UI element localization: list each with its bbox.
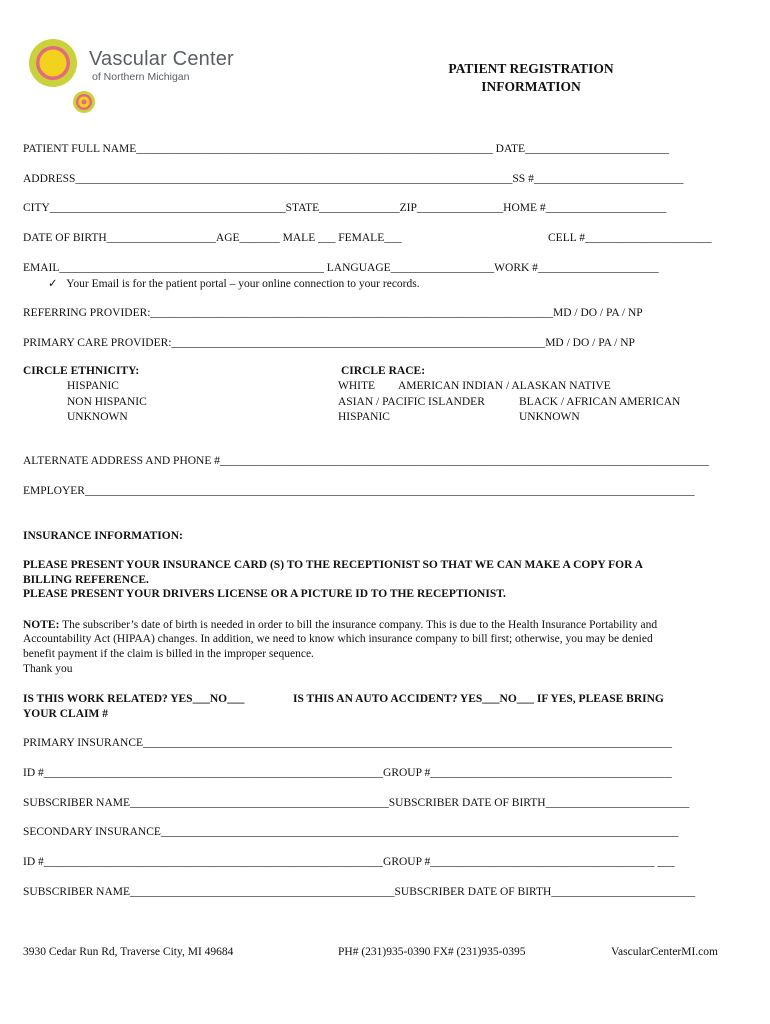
race-option-asian[interactable]: ASIAN / PACIFIC ISLANDER — [338, 396, 485, 408]
claim-number-label[interactable]: YOUR CLAIM # — [23, 708, 108, 720]
logo-small-mark-icon — [72, 90, 96, 114]
race-option-unknown[interactable]: UNKNOWN — [519, 411, 580, 423]
race-option-black[interactable]: BLACK / AFRICAN AMERICAN — [519, 396, 681, 408]
insurance-instruction-2: BILLING REFERENCE. — [23, 574, 149, 586]
primary-subscriber-row[interactable]: SUBSCRIBER NAME_____________________________________________SUBSCRIBER DATE OF BIRTH_________________________ — [23, 797, 690, 809]
primary-id-group-row[interactable]: ID #___________________________________________________________GROUP #__________________________________________ — [23, 767, 672, 779]
email-note: ✓ Your Email is for the patient portal – your online connection to your records. — [48, 278, 420, 290]
insurance-instruction-1: PLEASE PRESENT YOUR INSURANCE CARD (S) TO THE RECEPTIONIST SO THAT WE CAN MAKE A COPY FOR A — [23, 559, 643, 571]
race-heading: CIRCLE RACE: — [341, 365, 426, 377]
primary-insurance-row[interactable]: PRIMARY INSURANCE____________________________________________________________________________________________ — [23, 737, 673, 749]
patient-name-date-row[interactable]: PATIENT FULL NAME______________________________________________________________ DATE_________________________ — [23, 143, 669, 155]
insurance-instruction-3: PLEASE PRESENT YOUR DRIVERS LICENSE OR A PICTURE ID TO THE RECEPTIONIST. — [23, 588, 506, 600]
ethnicity-option-hispanic[interactable]: HISPANIC — [67, 380, 119, 392]
work-related-question[interactable]: IS THIS WORK RELATED? YES___NO___ — [23, 693, 245, 705]
alternate-address-row[interactable]: ALTERNATE ADDRESS AND PHONE #_____________________________________________________________________________________ — [23, 455, 709, 467]
thank-you: Thank you — [23, 663, 73, 675]
city-state-zip-home-row[interactable]: CITY_________________________________________STATE______________ZIP_______________HOME #_____________________ — [23, 202, 667, 214]
secondary-insurance-row[interactable]: SECONDARY INSURANCE__________________________________________________________________________________________ — [23, 826, 679, 838]
ethnicity-heading: CIRCLE ETHNICITY: — [23, 365, 140, 377]
employer-row[interactable]: EMPLOYER__________________________________________________________________________________________________________ — [23, 485, 695, 497]
auto-accident-question[interactable]: IS THIS AN AUTO ACCIDENT? YES___NO___ IF YES, PLEASE BRING — [293, 693, 664, 705]
ethnicity-option-non-hispanic[interactable]: NON HISPANIC — [67, 396, 147, 408]
ethnicity-option-unknown[interactable]: UNKNOWN — [67, 411, 128, 423]
cell-phone-field[interactable]: CELL #______________________ — [548, 232, 712, 244]
primary-care-provider-row[interactable]: PRIMARY CARE PROVIDER:_________________________________________________________________MD / DO / PA / NP — [23, 337, 635, 349]
email-language-work-row[interactable]: EMAIL______________________________________________ LANGUAGE__________________WORK #_____________________ — [23, 262, 659, 274]
brand-subtitle: of Northern Michigan — [92, 71, 190, 83]
insurance-heading: INSURANCE INFORMATION: — [23, 530, 183, 542]
secondary-id-group-row[interactable]: ID #___________________________________________________________GROUP #_______________________________________ ___ — [23, 856, 675, 868]
dob-age-gender-row[interactable]: DATE OF BIRTH___________________AGE_______ MALE ___ FEMALE___ — [23, 232, 402, 244]
hipaa-note: NOTE: The subscriber’s date of birth is needed in order to bill the insurance company. This is due to the Health Insurance Portability and — [23, 619, 658, 631]
race-option-white[interactable]: WHITE — [338, 380, 376, 392]
brand-name: Vascular Center — [89, 48, 234, 70]
secondary-subscriber-row[interactable]: SUBSCRIBER NAME______________________________________________SUBSCRIBER DATE OF BIRTH_________________________ — [23, 886, 696, 898]
hipaa-note-line-2: Accountability Act (HIPAA) changes. In addition, we need to know which insurance company to bill first; otherwise, you may be denied — [23, 633, 653, 645]
referring-provider-row[interactable]: REFERRING PROVIDER:______________________________________________________________________MD / DO / PA / NP — [23, 307, 643, 319]
page-title: PATIENT REGISTRATION INFORMATION — [448, 61, 614, 94]
race-option-american-indian[interactable]: AMERICAN INDIAN / ALASKAN NATIVE — [398, 380, 611, 392]
check-icon: ✓ — [48, 278, 58, 290]
race-option-hispanic[interactable]: HISPANIC — [338, 411, 390, 423]
logo-mark-icon — [28, 38, 78, 88]
footer-website[interactable]: VascularCenterMI.com — [611, 946, 718, 958]
address-ssn-row[interactable]: ADDRESS____________________________________________________________________________SS #__________________________ — [23, 173, 684, 185]
hipaa-note-line-3: benefit payment if the claim is billed in the improper sequence. — [23, 648, 314, 660]
footer-phone: PH# (231)935-0390 FX# (231)935-0395 — [338, 946, 526, 958]
footer-address: 3930 Cedar Run Rd, Traverse City, MI 49684 — [23, 946, 234, 958]
